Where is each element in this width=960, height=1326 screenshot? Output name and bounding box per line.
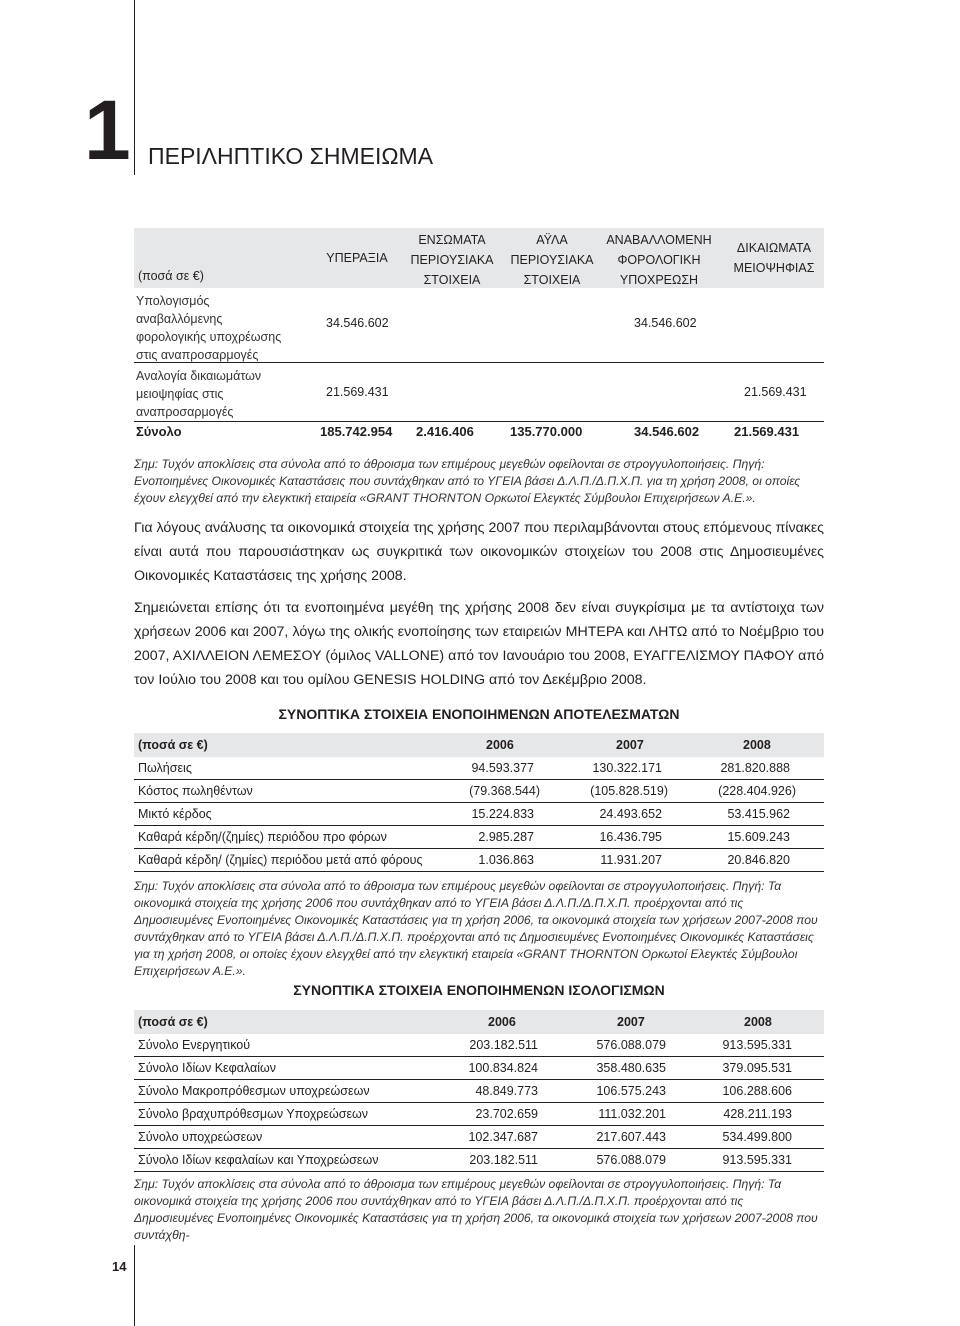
table1-note: Σημ: Τυχόν αποκλίσεις στα σύνολα από το άθροισμα των επιμέρους μεγεθών οφείλονται σε στρογγυλοποιήσεις. Πηγή: Ενοποιημένες Οικονομικές Καταστάσεις που συντάχθηκαν από το ΥΓΕΙΑ βάσει Δ.Λ.Π./Δ.Π.Χ.Π. για τη χρήση 2008, οι οποίες έχουν ελεγχθεί από την ελεγκτική εταιρεία «GRANT THORNTON Ορκωτοί Ελεγκτές Σύμβουλοι Επιχειρήσεων Α.Ε.». bbox=[134, 457, 801, 505]
row-value: 15.609.243 bbox=[727, 830, 790, 844]
row-label: Καθαρά κέρδη/(ζημίες) περιόδου προ φόρων bbox=[138, 830, 387, 844]
row-value: 111.032.201 bbox=[598, 1107, 666, 1121]
row-label: Πωλήσεις bbox=[138, 761, 192, 775]
results-note: Σημ: Τυχόν αποκλίσεις στα σύνολα από το άθροισμα των επιμέρους μεγεθών οφείλονται σε στρογγυλοποιήσεις. Πηγή: Τα οικονομικά στοιχεία της χρήσης 2006 που συντάχθηκαν από το ΥΓΕΙΑ βάσει Δ.Λ.Π./Δ.Π.Χ.Π. προέρχονται από τις Δημοσιευμένες Ενοποιημένες Οικονομικές Καταστάσεις για τη χρήση 2006, τα οικονομικά στοιχεία των χρήσεων 2007-2008 που συντάχθηκαν από το ΥΓΕΙΑ βάσει Δ.Λ.Π./Δ.Π.Χ.Π. προέρχονται από τις Δημοσιευμένες Ενοποιημένες Οικονομικές Καταστάσεις για τη χρήση 2008, οι οποίες έχουν ελεγχθεί από την ελεγκτική εταιρεία «GRANT THORNTON Ορκωτοί Ελεγκτές Σύμβουλοι Επιχειρήσεων Α.Ε.». bbox=[134, 879, 818, 978]
balance-section-title: ΣΥΝΟΠΤΙΚΑ ΣΤΟΙΧΕΙΑ ΕΝΟΠΟΙΗΜΕΝΩΝ ΙΣΟΛΟΓΙΣΜΩΝ bbox=[293, 982, 665, 998]
row-value: 2.985.287 bbox=[478, 830, 534, 844]
header-intangible-assets: ΑΫΛΑ ΠΕΡΙΟΥΣΙΑΚΑ ΣΤΟΙΧΕΙΑ bbox=[510, 233, 594, 287]
row-value: 53.415.962 bbox=[727, 807, 790, 821]
row-value: 203.182.511 bbox=[469, 1153, 538, 1167]
row-label: Κόστος πωληθέντων bbox=[138, 784, 253, 798]
amount-label: (ποσά σε €) bbox=[138, 269, 204, 283]
adjustments-table bbox=[134, 228, 824, 444]
row-label: Αναλογία δικαιωμάτων μειοψηφίας στις αναπροσαρμογές bbox=[136, 369, 262, 419]
row-label: Σύνολο Ενεργητικού bbox=[138, 1038, 251, 1052]
row-value: 428.211.193 bbox=[723, 1107, 792, 1121]
row-value: 130.322.171 bbox=[592, 761, 662, 775]
row-label: Μικτό κέρδος bbox=[138, 807, 212, 821]
balance-note: Σημ: Τυχόν αποκλίσεις στα σύνολα από το άθροισμα των επιμέρους μεγεθών οφείλονται σε στρογγυλοποιήσεις. Πηγή: Τα οικονομικά στοιχεία της χρήσης 2006 που συντάχθηκαν από το ΥΓΕΙΑ βάσει Δ.Λ.Π./Δ.Π.Χ.Π. προέρχονται από τις Δημοσιευμένες Ενοποιημένες Οικονομικές Καταστάσεις για τη χρήση 2006, τα οικονομικά στοιχεία των χρήσεων 2007-2008 που συντάχθη- bbox=[134, 1177, 818, 1242]
table-row bbox=[134, 826, 824, 849]
chapter-title: ΠΕΡΙΛΗΠΤΙΚΟ ΣΗΜΕΙΩΜΑ bbox=[148, 143, 434, 169]
paragraph-comparability: Σημειώνεται επίσης ότι τα ενοποιημένα μεγέθη της χρήσης 2008 δεν είναι συγκρίσιμα με τα αντίστοιχα των χρήσεων 2006 και 2007, λόγω της ολικής ενοποίησης των εταιρειών ΜΗΤΕΡΑ και ΛΗΤΩ από το Νοέμβριο του 2007, ΑΧΙΛΛΕΙΟΝ ΛΕΜΕΣΟΥ (όμιλος VALLONE) από τον Ιανουάριο του 2008, ΕΥΑΓΓΕΛΙΣΜΟΥ ΠΑΦΟΥ από τον Ιούλιο του 2008 και του ομίλου GENESIS HOLDING από τον Δεκέμβριο 2008. bbox=[134, 600, 824, 688]
row-value: 534.499.800 bbox=[722, 1130, 792, 1144]
row-value: 106.288.606 bbox=[722, 1084, 792, 1098]
year-header: 2007 bbox=[616, 738, 644, 752]
paragraph-analysis: Για λόγους ανάλυσης τα οικονομικά στοιχεία της χρήσης 2007 που περιλαμβάνονται στους επόμενους πίνακες είναι αυτά που παρουσιάστηκαν ως συγκριτικά των οικονομικών στοιχείων του 2008 στις Δημοσιευμένες Οικονομικές Καταστάσεις της χρήσης 2008. bbox=[134, 520, 824, 584]
row-label: Σύνολο Μακροπρόθεσμων υποχρεώσεων bbox=[138, 1084, 370, 1098]
row-value: 34.546.602 bbox=[326, 316, 389, 330]
amount-label: (ποσά σε €) bbox=[138, 1015, 208, 1029]
results-table-header bbox=[134, 733, 824, 757]
row-value: 23.702.659 bbox=[475, 1107, 538, 1121]
total-row bbox=[134, 422, 824, 444]
row-label: Σύνολο υποχρεώσεων bbox=[138, 1130, 263, 1144]
total-label: Σύνολο bbox=[136, 424, 182, 439]
row-value: 94.593.377 bbox=[471, 761, 534, 775]
row-value: 1.036.863 bbox=[478, 853, 534, 867]
table-row bbox=[134, 849, 824, 872]
table-row bbox=[134, 363, 824, 422]
row-value: 34.546.602 bbox=[634, 316, 697, 330]
row-value: 203.182.511 bbox=[469, 1038, 538, 1052]
row-value: 16.436.795 bbox=[599, 830, 662, 844]
row-value: 913.595.331 bbox=[722, 1153, 792, 1167]
table-row bbox=[134, 780, 824, 803]
row-value: 24.493.652 bbox=[599, 807, 662, 821]
row-value: 913.595.331 bbox=[722, 1038, 792, 1052]
row-label: Σύνολο Ιδίων κεφαλαίων και Υποχρεώσεων bbox=[138, 1153, 379, 1167]
chapter-number: 1 bbox=[84, 83, 129, 177]
row-value: (228.404.926) bbox=[718, 784, 796, 798]
total-value: 21.569.431 bbox=[734, 424, 800, 439]
year-header: 2008 bbox=[744, 1015, 772, 1029]
table-row bbox=[134, 1034, 824, 1057]
table-row bbox=[134, 1080, 824, 1103]
table-row bbox=[134, 757, 824, 780]
row-value: 15.224.833 bbox=[471, 807, 534, 821]
header-minority-rights: ΔΙΚΑΙΩΜΑΤΑ ΜΕΙΟΨΗΦΙΑΣ bbox=[733, 241, 815, 275]
header-goodwill: ΥΠΕΡΑΞΙΑ bbox=[326, 251, 388, 265]
table-row bbox=[134, 803, 824, 826]
page-number: 14 bbox=[112, 1259, 127, 1274]
bottom-vertical-rule bbox=[134, 1245, 135, 1326]
year-header: 2007 bbox=[617, 1015, 645, 1029]
row-value: 100.834.824 bbox=[468, 1061, 538, 1075]
row-value: 102.347.687 bbox=[468, 1130, 538, 1144]
row-value: (105.828.519) bbox=[590, 784, 668, 798]
top-vertical-rule bbox=[134, 0, 135, 175]
row-value: 20.846.820 bbox=[727, 853, 790, 867]
row-value: 21.569.431 bbox=[326, 385, 389, 399]
row-label: Σύνολο Ιδίων Κεφαλαίων bbox=[138, 1061, 277, 1075]
header-tangible-assets: ΕΝΣΩΜΑΤΑ ΠΕΡΙΟΥΣΙΑΚΑ ΣΤΟΙΧΕΙΑ bbox=[410, 233, 494, 287]
table-row bbox=[134, 288, 824, 363]
table-row bbox=[134, 1149, 824, 1172]
balance-table bbox=[134, 1010, 824, 1172]
table-row bbox=[134, 1126, 824, 1149]
row-label: Καθαρά κέρδη/ (ζημίες) περιόδου μετά από φόρους bbox=[138, 853, 423, 867]
year-header: 2006 bbox=[488, 1015, 516, 1029]
row-value: 576.088.079 bbox=[596, 1153, 666, 1167]
row-value: 576.088.079 bbox=[596, 1038, 666, 1052]
table-row bbox=[134, 1057, 824, 1080]
results-section-title: ΣΥΝΟΠΤΙΚΑ ΣΤΟΙΧΕΙΑ ΕΝΟΠΟΙΗΜΕΝΩΝ ΑΠΟΤΕΛΕΣΜΑΤΩΝ bbox=[278, 706, 680, 722]
header-deferred-tax: ΑΝΑΒΑΛΛΟΜΕΝΗ ΦΟΡΟΛΟΓΙΚΗ ΥΠΟΧΡΕΩΣΗ bbox=[606, 233, 712, 287]
row-label: Υπολογισμός αναβαλλόμενης φορολογικής υποχρέωσης στις αναπροσαρμογές bbox=[136, 294, 282, 362]
table-row bbox=[134, 1103, 824, 1126]
row-value: 217.607.443 bbox=[596, 1130, 666, 1144]
row-value: 48.849.773 bbox=[475, 1084, 538, 1098]
total-value: 135.770.000 bbox=[510, 424, 583, 439]
total-value: 34.546.602 bbox=[634, 424, 700, 439]
row-value: 281.820.888 bbox=[720, 761, 790, 775]
row-label: Σύνολο βραχυπρόθεσμων Υποχρεώσεων bbox=[138, 1107, 369, 1121]
row-value: 11.931.207 bbox=[600, 853, 662, 867]
row-value: (79.368.544) bbox=[469, 784, 540, 798]
row-value: 379.095.531 bbox=[722, 1061, 792, 1075]
row-value: 358.480.635 bbox=[596, 1061, 666, 1075]
total-value: 2.416.406 bbox=[416, 424, 474, 439]
row-value: 21.569.431 bbox=[744, 385, 807, 399]
row-value: 106.575.243 bbox=[596, 1084, 666, 1098]
year-header: 2008 bbox=[743, 738, 771, 752]
year-header: 2006 bbox=[486, 738, 514, 752]
balance-table-header bbox=[134, 1010, 824, 1034]
total-value: 185.742.954 bbox=[320, 424, 393, 439]
results-table bbox=[134, 733, 824, 872]
amount-label: (ποσά σε €) bbox=[138, 738, 208, 752]
adjustments-table-header bbox=[134, 228, 824, 288]
